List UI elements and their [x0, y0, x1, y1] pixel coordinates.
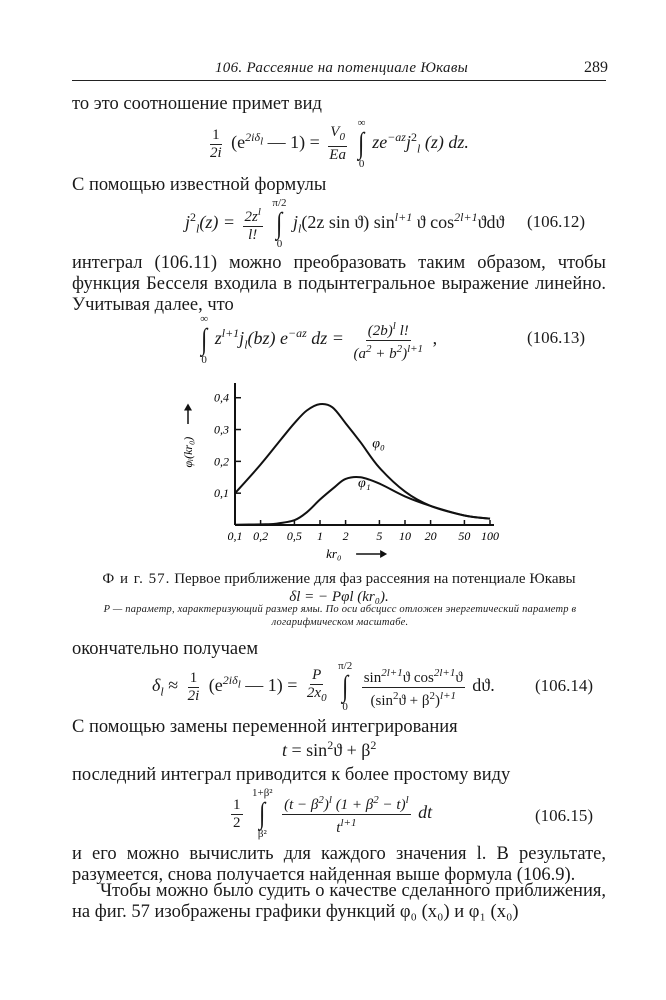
x-tick-label: 100: [481, 529, 499, 543]
chart-axes: [235, 383, 494, 525]
series-label-phi1: φ₁: [358, 475, 371, 491]
equation-106-12: $j^2_l(z)$ = $\frac{2z^l}{l!}$ π/2 ∫ 0 $j_l(2z$ sin ϑ) $\sin^{l+1} ϑ$ $\cos^{2l+1}ϑdϑ$: [185, 197, 505, 250]
equation-substitution: $t = \sin^2ϑ + \beta^2$: [282, 738, 377, 760]
x-tick-label: 50: [458, 529, 471, 543]
paragraph-3: интеграл (106.11) можно преобразовать таким образом, чтобы функция Бесселя входила в подынтегральное выражение линейно. Учитывая далее, что: [72, 253, 606, 315]
y-tick-label: 0,4: [214, 390, 229, 405]
figure-caption-text: Первое приближение для фаз рассеяния на потенциале Юкавы: [174, 571, 576, 587]
x-axis-label: kr₀: [326, 546, 342, 561]
figure-label: Ф и г. 57.: [102, 571, 171, 587]
header-rule: [72, 80, 606, 81]
paragraph-2: С помощью известной формулы: [72, 175, 327, 195]
x-axis-arrowhead: [380, 550, 387, 558]
equation-number-106-13: (106.13): [527, 328, 586, 347]
y-tick-label: 0,2: [214, 454, 229, 469]
figure-caption-formula: δl = − Pφl (kr₀).: [289, 589, 389, 605]
figure-57-chart: [160, 375, 510, 565]
paragraph-8: Чтобы можно было судить о качестве сделанного приближения, на фиг. 57 изображены графики функций φ₀ (x₀) и φ₁ (x₀): [72, 881, 606, 922]
paragraph-1: то это соотношение примет вид: [72, 94, 322, 114]
x-tick-label: 2: [342, 529, 349, 543]
paragraph-6: последний интеграл приводится к более простому виду: [72, 765, 511, 785]
x-tick-label: 0,5: [286, 529, 302, 543]
x-tick-label: 10: [399, 529, 411, 543]
x-tick-label: 5: [376, 529, 383, 543]
equation-number-106-15: (106.15): [535, 806, 594, 825]
equation-106-15: $\frac{1}{2}$ 1+β² ∫ β² $\frac{(t - \beta^2)^l (1 + \beta^2 - t)^l}{t^{l+1}}$ dt: [233, 787, 433, 840]
figure-caption: [72, 570, 606, 606]
equation-1: $\frac{1}{2i}$ ($e^{2i\delta_l}$ — 1) = $\frac{V_0}{Ea}$ ∞ ∫ 0 $ze^{-az}j^2_l$ (z) dz.: [210, 117, 469, 170]
y-tick-label: 0,3: [214, 422, 229, 437]
paragraph-5: С помощью замены переменной интегрирования: [72, 717, 458, 737]
page-number: 289: [584, 59, 608, 76]
x-tick-label: 20: [424, 529, 437, 543]
y-tick-label: 0,1: [214, 486, 229, 501]
x-tick-label: 1: [317, 529, 323, 543]
series-label-phi0: φ₀: [372, 436, 385, 452]
equation-number-106-12: (106.12): [527, 212, 586, 231]
paragraph-7: и его можно вычислить для каждого значения l. В результате, разумеется, снова получается найденная выше формула (106.9).: [72, 844, 606, 885]
running-title: 106. Рассеяние на потенциале Юкавы: [215, 60, 469, 76]
x-tick-label: 0,2: [253, 529, 269, 543]
figure-note: P — параметр, характеризующий размер ямы. По оси абсцисс отложен энергетический параметр в логарифмическом масштабе.: [103, 604, 577, 628]
y-axis-label: φᵢ(kr₀): [181, 436, 195, 468]
equation-106-14: $\delta_l$ ≈ $\frac{1}{2i}$ ($e^{2i\delta_l}$ — 1) = $\frac{P}{2x_0}$ π/2 ∫ 0 $\frac{\sin^{2l+1}ϑ \cos^{2l+1}ϑ}{(\sin^2ϑ + \beta^2)^{l+1}}$ dϑ.: [152, 660, 495, 713]
equation-number-106-14: (106.14): [535, 676, 594, 695]
series-line-0: [235, 404, 490, 519]
x-tick-label: 0,1: [227, 529, 243, 543]
paragraph-4: окончательно получаем: [72, 639, 259, 659]
equation-106-13: ∞ ∫ 0 $z^{l+1}j_l(bz)$ $e^{-az}$ dz = $\frac{(2b)^l l!}{(a^2 + b^2)^{l+1}}$ ,: [200, 313, 438, 366]
y-axis-arrowhead: [184, 403, 192, 410]
